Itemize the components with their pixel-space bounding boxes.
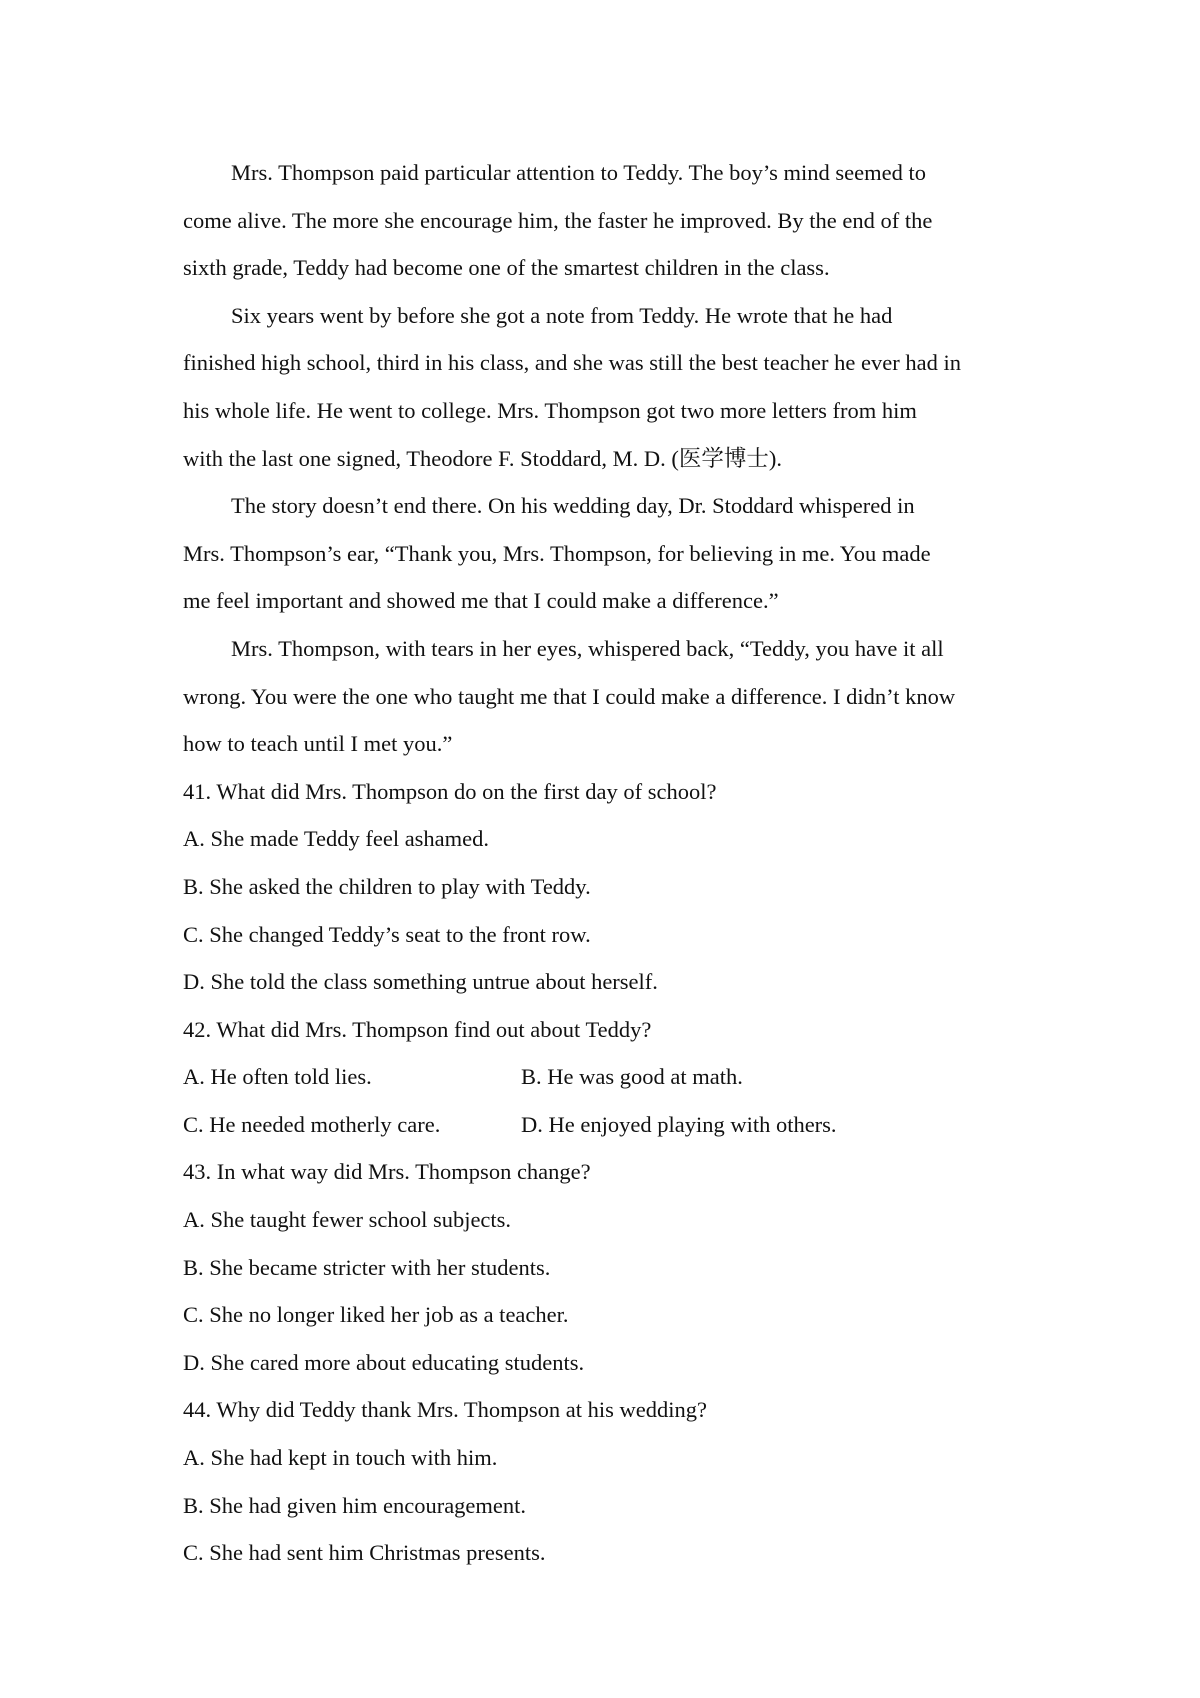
question-42 <box>183 1006 1043 1149</box>
answer-option-d: D. He enjoyed playing with others. <box>521 1111 837 1137</box>
answer-option-row <box>183 1053 1043 1101</box>
text-line: finished high school, third in his class, and she was still the best teacher he ever had in <box>183 350 961 376</box>
answer-option-row <box>183 1101 1043 1149</box>
answer-option-a: A. She had kept in touch with him. <box>183 1445 498 1471</box>
question-stem: 44. Why did Teddy thank Mrs. Thompson at his wedding? <box>183 1397 708 1423</box>
answer-option-c: C. He needed motherly care. <box>183 1111 441 1137</box>
text-line: sixth grade, Teddy had become one of the smartest children in the class. <box>183 255 830 281</box>
question-stem: 43. In what way did Mrs. Thompson change? <box>183 1159 591 1185</box>
answer-option-c: C. She had sent him Christmas presents. <box>183 1540 546 1566</box>
answer-option-d: D. She cared more about educating students. <box>183 1349 585 1375</box>
text-line: Mrs. Thompson, with tears in her eyes, whispered back, “Teddy, you have it all <box>231 635 944 661</box>
text-line: Six years went by before she got a note from Teddy. He wrote that he had <box>231 302 893 328</box>
question-stem: 42. What did Mrs. Thompson find out about Teddy? <box>183 1016 652 1042</box>
answer-option-b: B. She became stricter with her students. <box>183 1254 551 1280</box>
question-stem: 41. What did Mrs. Thompson do on the first day of school? <box>183 778 717 804</box>
text-line: The story doesn’t end there. On his wedding day, Dr. Stoddard whispered in <box>231 493 915 519</box>
answer-option-d: D. She told the class something untrue about herself. <box>183 969 658 995</box>
passage-paragraph-2 <box>183 292 1043 482</box>
text-line: me feel important and showed me that I could make a difference.” <box>183 588 779 614</box>
question-41 <box>183 768 1043 1006</box>
text-line: come alive. The more she encourage him, the faster he improved. By the end of the <box>183 207 933 233</box>
text-line: how to teach until I met you.” <box>183 731 453 757</box>
text-line: Mrs. Thompson paid particular attention to Teddy. The boy’s mind seemed to <box>231 160 926 185</box>
document-page <box>183 149 1043 1577</box>
answer-option-c: C. She no longer liked her job as a teacher. <box>183 1302 569 1328</box>
text-line: wrong. You were the one who taught me that I could make a difference. I didn’t know <box>183 683 956 709</box>
question-44 <box>183 1386 1043 1576</box>
text-line: his whole life. He went to college. Mrs. Thompson got two more letters from him <box>183 397 917 423</box>
text-line: Mrs. Thompson’s ear, “Thank you, Mrs. Thompson, for believing in me. You made <box>183 540 931 566</box>
answer-option-b: B. He was good at math. <box>521 1064 743 1090</box>
passage-paragraph-4 <box>183 625 1043 768</box>
answer-option-a: A. She taught fewer school subjects. <box>183 1207 512 1233</box>
question-43 <box>183 1148 1043 1386</box>
answer-option-c: C. She changed Teddy’s seat to the front row. <box>183 921 591 947</box>
answer-option-b: B. She asked the children to play with Teddy. <box>183 873 591 899</box>
text-line: with the last one signed, Theodore F. Stoddard, M. D. (医学博士). <box>183 445 782 471</box>
passage-paragraph-3 <box>183 482 1043 625</box>
answer-option-a: A. He often told lies. <box>183 1064 372 1090</box>
answer-option-b: B. She had given him encouragement. <box>183 1492 527 1518</box>
passage-paragraph-1 <box>183 149 1043 292</box>
answer-option-a: A. She made Teddy feel ashamed. <box>183 826 490 852</box>
